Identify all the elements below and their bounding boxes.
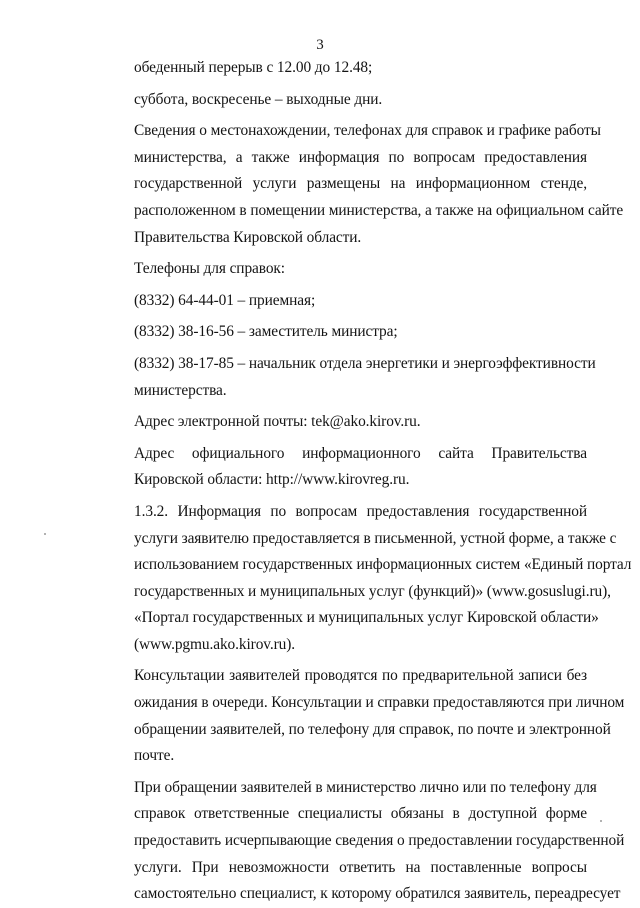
text-line: 1.3.2. Информация по вопросам предоставления государственной (134, 502, 587, 520)
paragraph (97, 319, 587, 346)
text-line: Сведения о местонахождении, телефонах для справок и графике работы (134, 122, 601, 140)
text-line: Консультации заявителей проводятся по предварительной записи без (134, 667, 587, 685)
paragraph (97, 409, 587, 436)
text-line: министерства. (134, 381, 227, 399)
text-line: ожидания в очереди. Консультации и справки предоставляются при личном (134, 694, 625, 712)
paragraph (97, 55, 587, 82)
text-line: предоставить исчерпывающие сведения о предоставлении государственной (134, 832, 625, 850)
paragraph (97, 663, 625, 769)
paragraph (97, 441, 587, 494)
scan-speck (44, 533, 46, 535)
text-line: государственной услуги размещены на информационном стенде, (134, 175, 587, 193)
paragraph (97, 256, 587, 283)
text-line: услуги заявителю предоставляется в письменной, устной форме, а также с (134, 529, 617, 547)
paragraph (97, 87, 587, 114)
paragraph (97, 775, 625, 908)
text-line: справок ответственные специалисты обязаны в доступной форме (134, 805, 587, 823)
text-line: (www.pgmu.ako.kirov.ru). (134, 635, 296, 653)
text-line: государственных и муниципальных услуг (функций)» (www.gosuslugi.ru), (134, 582, 611, 600)
text-line: Кировской области: http://www.kirovreg.ru. (134, 471, 410, 489)
document-body (97, 55, 632, 908)
text-line: (8332) 64-44-01 – приемная; (134, 291, 316, 309)
text-line: (8332) 38-16-56 – заместитель министра; (134, 323, 398, 341)
page-number: 3 (316, 37, 324, 53)
text-line: Адрес официального информационного сайта Правительства (134, 444, 587, 462)
paragraph (97, 499, 632, 659)
paragraph (97, 288, 587, 315)
text-line: Адрес электронной почты: tek@ako.kirov.ru. (134, 413, 421, 431)
text-line: обеденный перерыв с 12.00 до 12.48; (134, 59, 373, 76)
text-line: суббота, воскресенье – выходные дни. (134, 90, 383, 108)
text-line: министерства, а также информация по вопросам предоставления (134, 148, 587, 166)
scan-speck (600, 820, 602, 822)
paragraph (97, 351, 596, 404)
text-line: Правительства Кировской области. (134, 228, 362, 246)
paragraph (97, 118, 624, 251)
text-line: (8332) 38-17-85 – начальник отдела энергетики и энергоэффективности (134, 354, 596, 372)
text-line: При обращении заявителей в министерство лично или по телефону для (134, 778, 597, 796)
text-line: использованием государственных информационных систем «Единый портал (134, 556, 632, 574)
text-line: «Портал государственных и муниципальных услуг Кировской области» (134, 609, 599, 627)
text-line: самостоятельно специалист, к которому обратился заявитель, переадресует (134, 885, 621, 903)
text-line: Телефоны для справок: (134, 260, 285, 278)
text-line: услуги. При невозможности ответить на поставленные вопросы (134, 858, 587, 876)
text-line: почте. (134, 747, 175, 765)
text-line: обращении заявителей, по телефону для справок, по почте и электронной (134, 720, 611, 738)
text-line: расположенном в помещении министерства, а также на официальном сайте (134, 201, 624, 219)
